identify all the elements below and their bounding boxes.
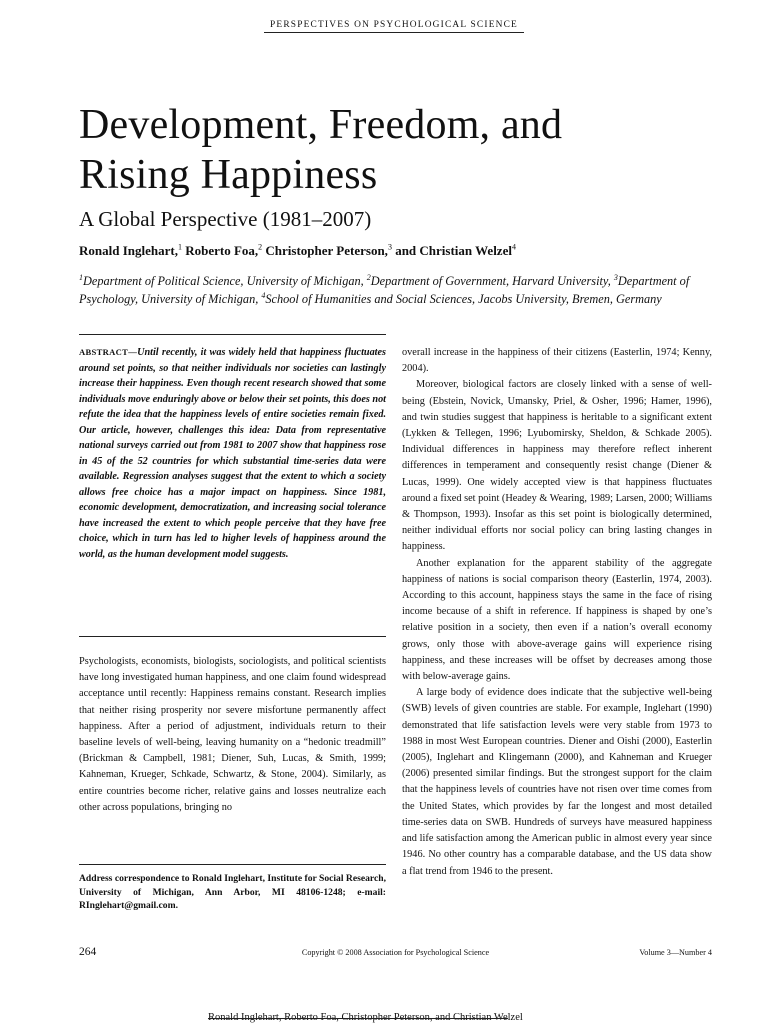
body-paragraph: A large body of evidence does indicate that the subjective well-being (SWB) levels of given countries are stable. For example, Inglehart (1990) demonstrated that life satisfaction levels were very stable from 1973 to 1988 in most West European countries. Diener and Oishi (2000), Easterlin (2005), Inglehart and Klingemann (2000), and Kahneman and Krueger (2006) presented similar findings. But the strongest support for the claim that the happiness levels of countries have not risen over time comes from the United States, which provides by far the longest and most detailed time-series data on SWB. Hundreds of surveys have measured happiness and life satisfaction among the American public in almost every year since 1946. No other country has a comparable database, and the US data show a flat trend from 1946 to the present. xyxy=(402,687,712,877)
article-title xyxy=(79,100,719,200)
author-name: Roberto Foa, xyxy=(181,243,259,258)
author-name: Ronald Inglehart, xyxy=(79,243,178,258)
author-affiliation-mark: 3 xyxy=(387,242,392,252)
article-subtitle: A Global Perspective (1981–2007) xyxy=(79,207,372,231)
affiliation-mark: 4 xyxy=(261,290,266,300)
author-affiliation-mark: 4 xyxy=(511,242,516,252)
affiliation-mark: 3 xyxy=(613,272,618,282)
body-paragraph: Another explanation for the apparent stability of the aggregate happiness of nations is social comparison theory (Easterlin, 1974, 2003). According to this account, happiness stays the same in the face of rising income because of a shift in reference. If happiness is shaped by one’s relative position in a society, then even if a nation’s overall economy grows, only those with above-average gains will experience rising happiness, and these increases will be offset by decreases among those with below-average gains. xyxy=(402,557,712,683)
title-line-1: Development, Freedom, and xyxy=(79,102,563,148)
next-page-running-header xyxy=(208,1012,523,1023)
affiliation-mark: 2 xyxy=(366,272,371,282)
body-paragraph: overall increase in the happiness of their citizens (Easterlin, 1974; Kenny, 2004). xyxy=(402,347,712,375)
volume-issue: Volume 3—Number 4 xyxy=(639,948,712,957)
affiliation-list xyxy=(79,272,719,308)
next-page-header-rule xyxy=(208,1018,508,1019)
correspondence-footnote: Address correspondence to Ronald Inglehart, Institute for Social Research, University of Michigan, Ann Arbor, MI 48106-1248; e-mail: RInglehart@gmail.com. xyxy=(79,873,386,911)
body-paragraph: Moreover, biological factors are closely linked with a sense of well-being (Ebstein, Novick, Umansky, Priel, & Osher, 1996; Hamer, 1996), and twin studies suggest that happiness is heritable to a significant extent (Lykken & Tellegen, 1996; Lyubomirsky, Sheldon, & Schkade 2005). Individual differences in happiness may therefore reflect inherent differences in temperament and consequently resist change (Diener & Lucas, 1999). One widely accepted view is that happiness fluctuates around a fixed set point (Headey & Wearing, 1989; Larsen, 2000; Williams & Thompson, 1993). Insofar as this set point is biologically determined, neither individual efforts nor social policy can bring lasting changes in happiness. xyxy=(402,379,712,553)
author-name: Christopher Peterson, xyxy=(262,243,388,258)
copyright-notice: Copyright © 2008 Association for Psychological Science xyxy=(301,948,490,957)
page-footer xyxy=(79,947,712,961)
abstract xyxy=(79,345,386,562)
abstract-top-rule xyxy=(79,334,386,335)
author-affiliation-mark: 1 xyxy=(177,242,182,252)
author-list xyxy=(79,241,719,261)
affiliation: Department of Psychology, University of Michigan, xyxy=(79,274,690,306)
affiliation: School of Humanities and Social Sciences, Jacobs University, Bremen, Germany xyxy=(265,292,662,306)
journal-running-header: PERSPECTIVES ON PSYCHOLOGICAL SCIENCE xyxy=(264,20,524,33)
author-name: and Christian Welzel xyxy=(391,243,512,258)
author-affiliation-mark: 2 xyxy=(258,242,263,252)
affiliation: Department of Political Science, University of Michigan, xyxy=(83,274,367,288)
abstract-text: Until recently, it was widely held that happiness fluctuates around set points, so that neither individuals nor societies can lastingly increase their happiness. Even though recent research showed that some individuals move enduringly above or below their set points, this does not refute the idea that the happiness levels of entire societies remain fixed. Our article, however, challenges this idea: Data from representative national surveys carried out from 1981 to 2007 show that happiness rose in 45 of the 52 countries for which substantial time-series data were available. Regression analyses suggest that the extent to which a society allows free choice has a major impact on happiness. Since 1981, economic development, democratization, and increasing social tolerance have increased the extent to which people perceive that they have free choice, which in turn has led to higher levels of happiness around the world, as the human development model suggests. xyxy=(79,347,386,560)
affiliation: Department of Government, Harvard University, xyxy=(370,274,614,288)
next-page-header-text: Ronald Inglehart, Roberto Foa, Christopher Peterson, and Christian Welzel xyxy=(208,1012,523,1023)
abstract-bottom-rule xyxy=(79,636,386,637)
affiliation-mark: 1 xyxy=(79,272,83,282)
abstract-label: ABSTRACT— xyxy=(79,347,138,357)
title-line-2: Rising Happiness xyxy=(79,152,378,198)
page-number: 264 xyxy=(79,946,97,958)
body-column-left xyxy=(79,654,386,816)
body-paragraph: Psychologists, economists, biologists, sociologists, and political scientists have long investigated human happiness, and one claim found widespread acceptance until recently: Happiness remains constant. Research implies that neither rising prosperity nor severe misfortune permanently affect happiness. After a period of adjustment, individuals return to their baseline levels of well-being, leaving humanity on a “hedonic treadmill” (Brickman & Campbell, 1981; Diener, Suh, Lucas, & Smith, 1999; Kahneman, Krueger, Schkade, Schwartz, & Stone, 2004). Similarly, as entire countries become richer, relative gains and losses neutralize each other across populations, bringing no xyxy=(79,656,386,813)
body-column-right xyxy=(402,345,712,880)
footnote-rule xyxy=(79,864,386,865)
